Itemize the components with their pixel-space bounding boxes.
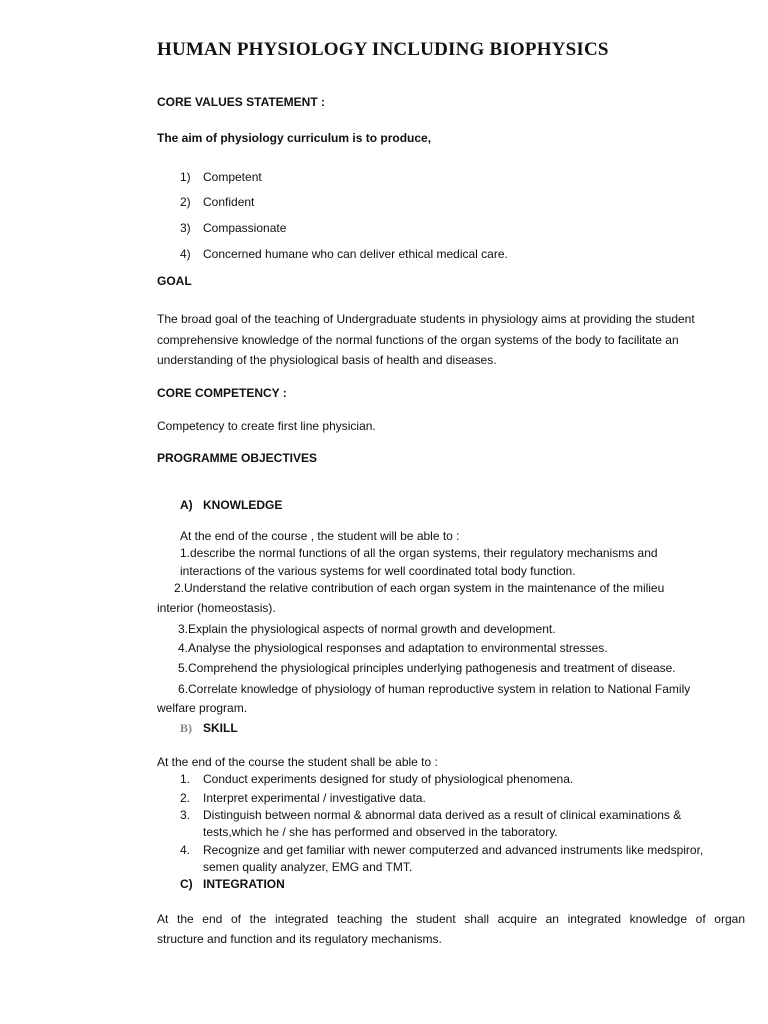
skill-item-continuation: semen quality analyzer, EMG and TMT. <box>203 860 413 874</box>
list-item-number: 2) <box>180 195 191 209</box>
skill-item: Distinguish between normal & abnormal data derived as a result of clinical examinations & <box>203 808 682 822</box>
list-item: Compassionate <box>203 221 287 235</box>
list-item: Competent <box>203 170 262 184</box>
integration-text-line: structure and function and its regulatory mechanisms. <box>157 932 442 946</box>
list-item-number: 4) <box>180 247 191 261</box>
knowledge-line: 4.Analyse the physiological responses and adaptation to environmental stresses. <box>178 641 608 655</box>
integration-text-line: At the end of the integrated teaching the student shall acquire an integrated knowledge of organ <box>157 912 745 926</box>
list-item-number: 1) <box>180 170 191 184</box>
skill-intro: At the end of the course the student shall be able to : <box>157 755 438 769</box>
list-item: Concerned humane who can deliver ethical medical care. <box>203 247 508 261</box>
skill-item: Recognize and get familiar with newer computerzed and advanced instruments like medspiror, <box>203 843 704 857</box>
integration-heading: INTEGRATION <box>203 877 285 891</box>
list-item-number: 2. <box>180 791 191 805</box>
goal-text-line: The broad goal of the teaching of Undergraduate students in physiology aims at providing the student <box>157 312 695 326</box>
knowledge-line: interactions of the various systems for well coordinated total body function. <box>180 564 576 578</box>
list-item-number: 3. <box>180 808 191 822</box>
goal-text-line: understanding of the physiological basis of health and diseases. <box>157 353 497 367</box>
knowledge-heading: KNOWLEDGE <box>203 498 283 512</box>
skill-heading: SKILL <box>203 721 238 735</box>
core-competency-heading: CORE COMPETENCY : <box>157 386 287 400</box>
knowledge-line: 3.Explain the physiological aspects of normal growth and development. <box>178 622 556 636</box>
skill-item: Interpret experimental / investigative data. <box>203 791 426 805</box>
page-title: HUMAN PHYSIOLOGY INCLUDING BIOPHYSICS <box>157 39 609 60</box>
knowledge-line: welfare program. <box>157 701 248 715</box>
section-letter: B) <box>180 721 192 735</box>
list-item-number: 3) <box>180 221 191 235</box>
programme-objectives-heading: PROGRAMME OBJECTIVES <box>157 451 318 465</box>
skill-item: Conduct experiments designed for study of physiological phenomena. <box>203 772 574 786</box>
knowledge-line: 5.Comprehend the physiological principles underlying pathogenesis and treatment of disease. <box>178 661 676 675</box>
section-letter: A) <box>180 498 193 512</box>
core-values-intro: The aim of physiology curriculum is to produce, <box>157 131 432 145</box>
knowledge-line: 1.describe the normal functions of all the organ systems, their regulatory mechanisms and <box>180 546 658 560</box>
knowledge-intro: At the end of the course , the student will be able to : <box>180 529 460 543</box>
core-values-heading: CORE VALUES STATEMENT : <box>157 95 325 109</box>
goal-heading: GOAL <box>157 274 192 288</box>
core-competency-text: Competency to create first line physician. <box>157 419 376 433</box>
list-item-number: 1. <box>180 772 191 786</box>
section-letter: C) <box>180 877 193 891</box>
knowledge-line: interior (homeostasis). <box>157 601 276 615</box>
knowledge-line: 6.Correlate knowledge of physiology of human reproductive system in relation to National Family <box>178 682 691 696</box>
goal-text-line: comprehensive knowledge of the normal functions of the organ systems of the body to facilitate an <box>157 333 679 347</box>
list-item-number: 4. <box>180 843 191 857</box>
skill-item-continuation: tests,which he / she has performed and observed in the taboratory. <box>203 825 558 839</box>
knowledge-line: 2.Understand the relative contribution of each organ system in the maintenance of the milieu <box>174 581 665 595</box>
list-item: Confident <box>203 195 255 209</box>
